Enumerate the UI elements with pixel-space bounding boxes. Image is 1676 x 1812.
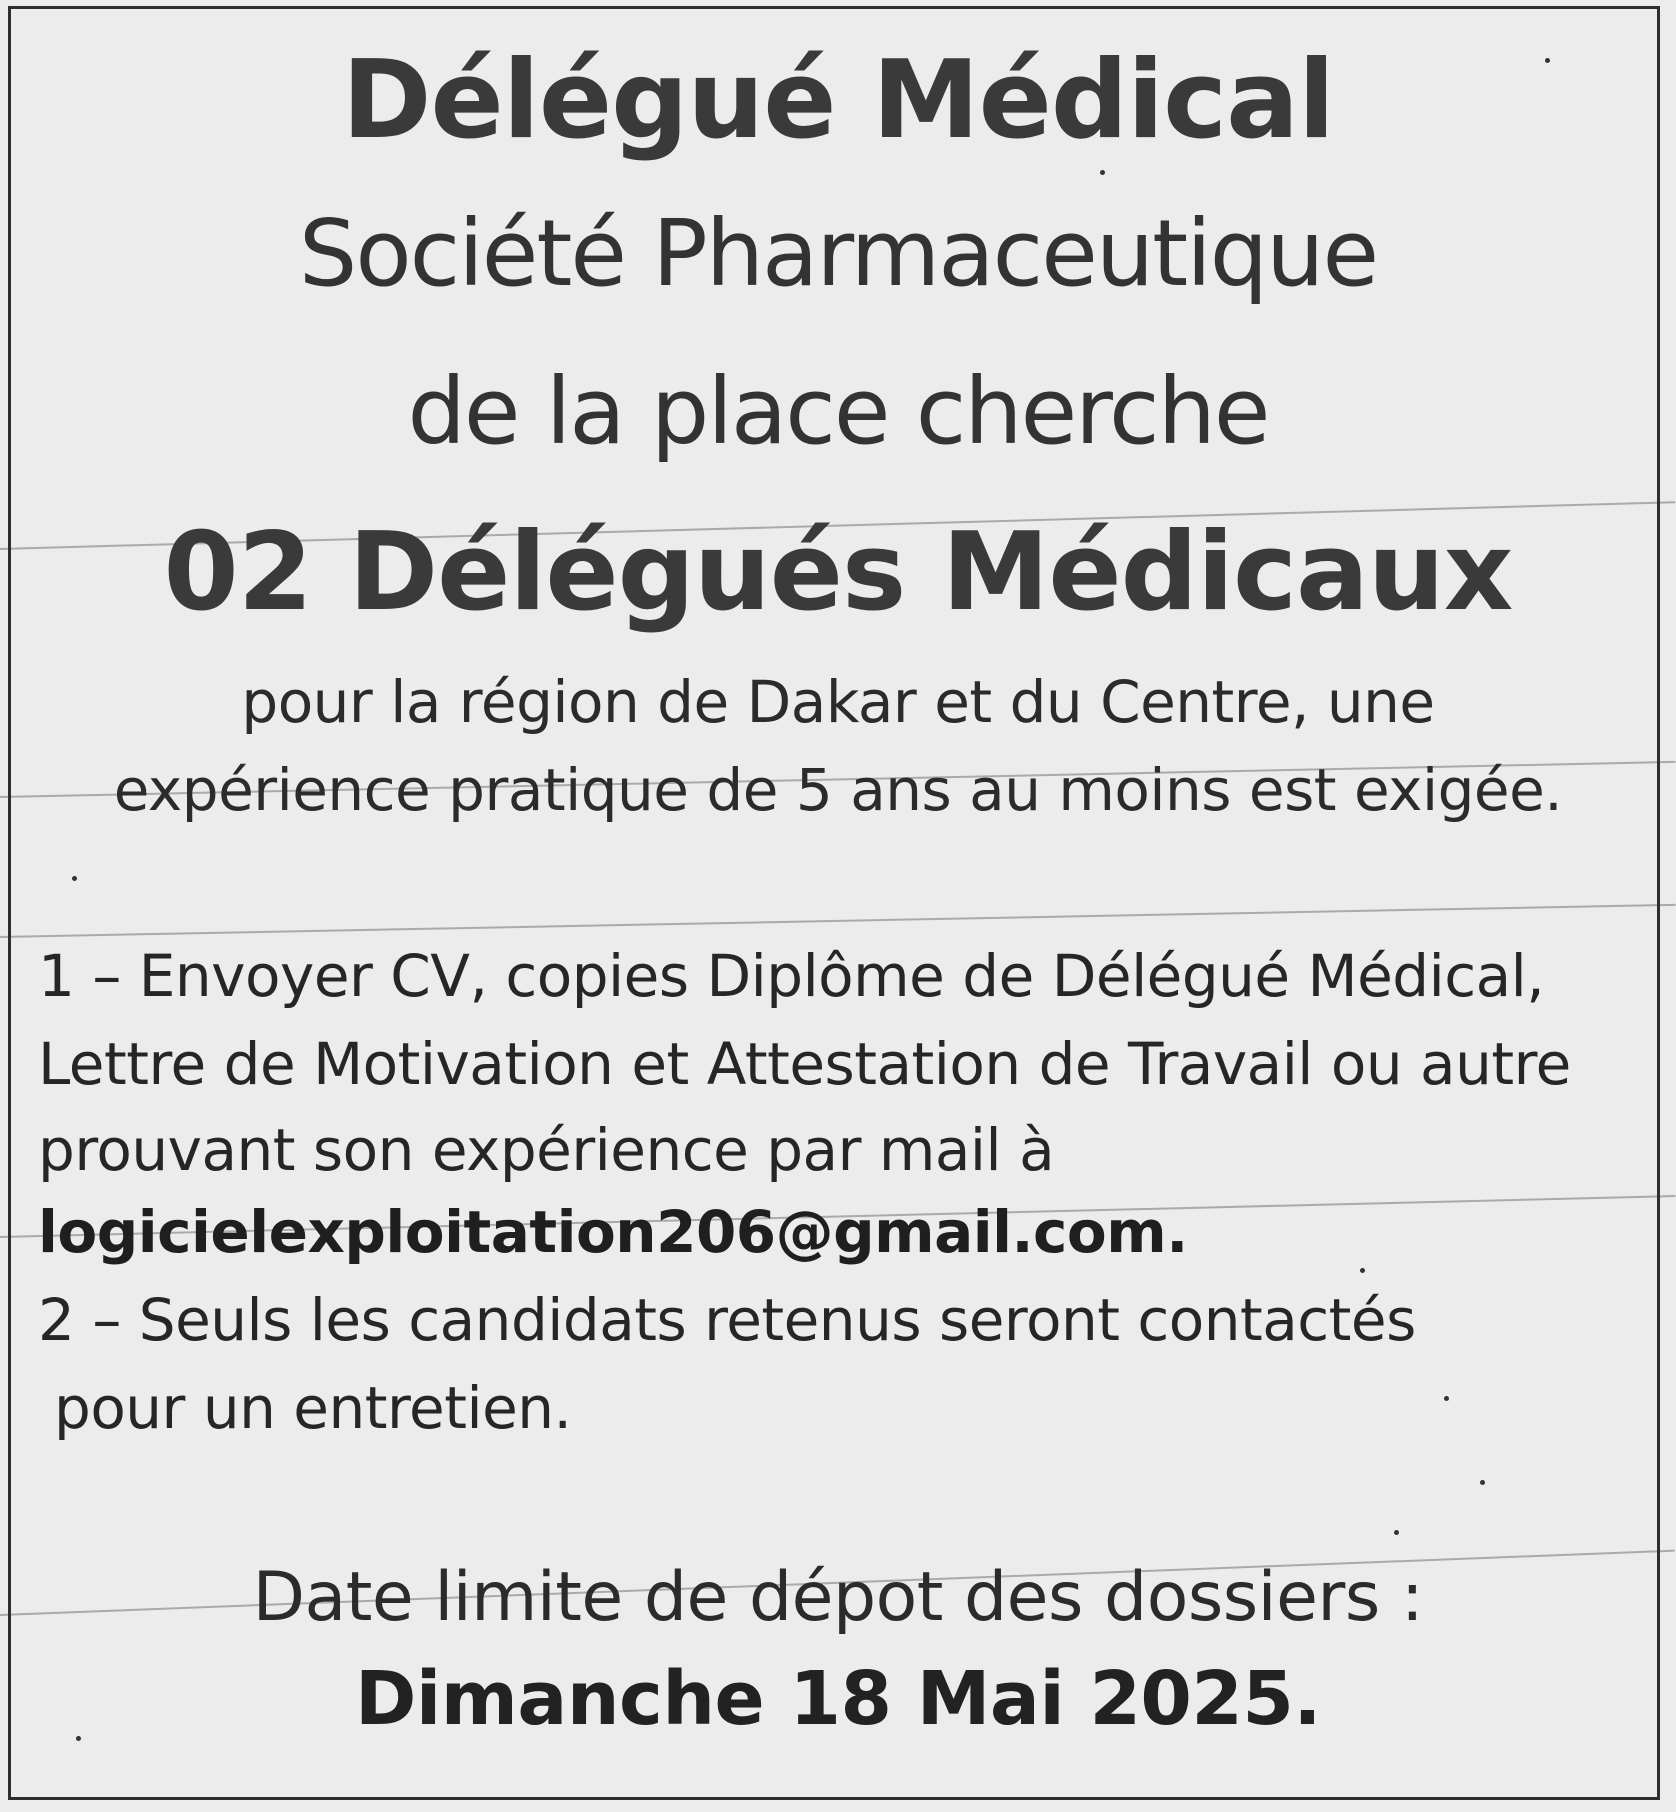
instruction-2-line-1: 2 – Seuls les candidats retenus seront contactés <box>38 1286 1416 1354</box>
requirement-line-2: expérience pratique de 5 ans au moins est exigée. <box>113 756 1563 824</box>
requirement-line-1: pour la région de Dakar et du Centre, une <box>241 668 1435 736</box>
deadline-date: Dimanche 18 Mai 2025. <box>354 1656 1322 1742</box>
position-headline: 02 Délégués Médicaux <box>163 510 1513 635</box>
instruction-1-line-3: prouvant son expérience par mail à <box>38 1116 1055 1184</box>
instruction-1-line-2: Lettre de Motivation et Attestation de Travail ou autre <box>38 1030 1571 1098</box>
contact-email: logicielexploitation206@gmail.com. <box>38 1198 1188 1266</box>
instruction-2-line-2: pour un entretien. <box>54 1374 572 1442</box>
ad-title: Délégué Médical <box>341 38 1335 163</box>
company-line: Société Pharmaceutique <box>298 200 1378 307</box>
instruction-1-line-1: 1 – Envoyer CV, copies Diplôme de Délégué Médical, <box>38 942 1545 1010</box>
deadline-label: Date limite de dépot des dossiers : <box>252 1558 1424 1637</box>
company-line-2: de la place cherche <box>407 358 1269 465</box>
